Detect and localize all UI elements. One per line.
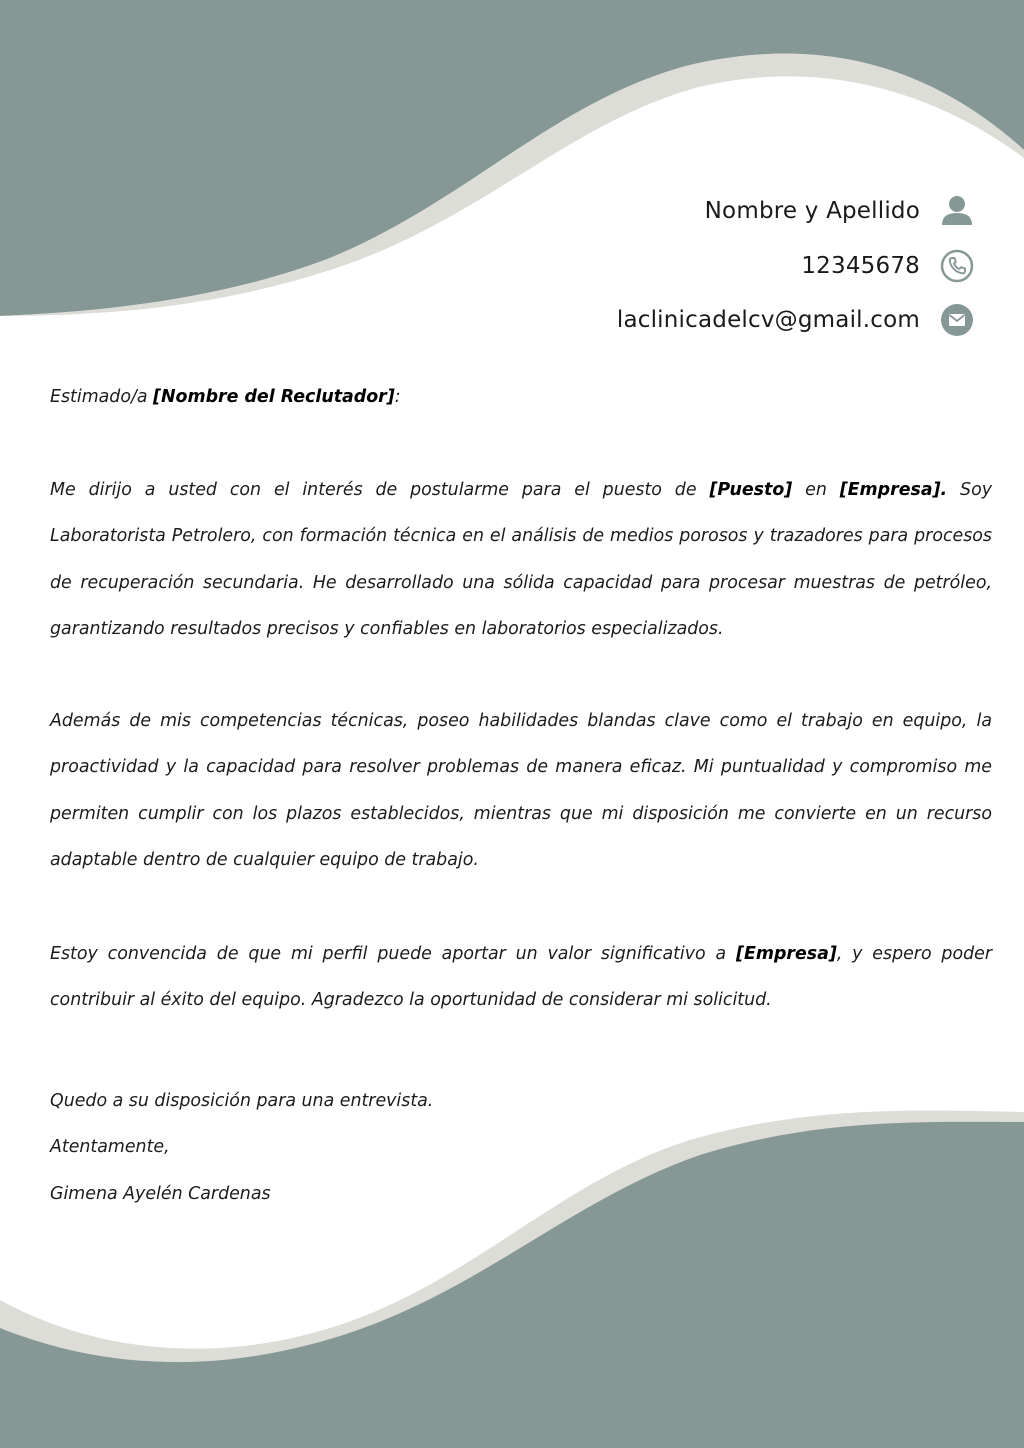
- paragraph-2: Además de mis competencias técnicas, poseo habilidades blandas clave como el trabajo en equipo, la proactividad y la capacidad para resolver problemas de manera eficaz. Mi puntualidad y compromiso me permiten cumplir con los plazos establecidos, mientras que mi disposición me convierte en un recurso adaptable dentro de cualquier equipo de trabajo.: [50, 711, 992, 871]
- p1-empresa: [Empresa].: [839, 480, 948, 500]
- person-icon: [940, 194, 974, 228]
- contact-phone-row: [801, 249, 974, 283]
- greeting-recruiter: [Nombre del Reclutador]: [153, 387, 395, 407]
- contact-email-row: [617, 303, 974, 337]
- greeting: [50, 383, 992, 411]
- bottom-wave-decoration: [0, 1100, 1024, 1448]
- p1-text-a: Me dirijo a usted con el interés de postularme para el puesto de: [50, 480, 710, 500]
- p1-text-c: Soy Laboratorista Petrolero, con formación técnica en el análisis de medios porosos y trazadores para procesos de recuperación secundaria. He desarrollado una sólida capacidad para procesar muestras de petróleo, garantizando resultados precisos y confiables en laboratorios especializados.: [50, 480, 993, 640]
- closing-line: Quedo a su disposición para una entrevista.: [50, 1091, 434, 1111]
- greeting-prefix: Estimado/a: [50, 387, 154, 407]
- p3-text-b: , y espero poder contribuir al éxito del equipo. Agradezco la oportunidad de considerar mi solicitud.: [50, 944, 992, 1011]
- p3-text-a: Estoy convencida de que mi perfil puede aportar un valor significativo a: [50, 944, 737, 964]
- p1-puesto: [Puesto]: [709, 480, 793, 500]
- paragraph-1: [50, 467, 992, 653]
- greeting-suffix: :: [394, 387, 401, 407]
- paragraph-3: [50, 931, 992, 1024]
- p1-text-b: en: [792, 480, 840, 500]
- header-name: Nombre y Apellido: [704, 198, 920, 224]
- bottom-wave-dark: [0, 1122, 1024, 1448]
- phone-icon: [940, 249, 974, 283]
- header-phone: 12345678: [801, 253, 920, 279]
- contact-name-row: [705, 194, 974, 228]
- p3-empresa: [Empresa]: [736, 944, 837, 964]
- header-email: laclinicadelcv@gmail.com: [616, 307, 920, 333]
- signoff: Atentamente,: [50, 1137, 170, 1158]
- mail-icon: [940, 303, 974, 337]
- signature-name: Gimena Ayelén Cardenas: [50, 1183, 271, 1204]
